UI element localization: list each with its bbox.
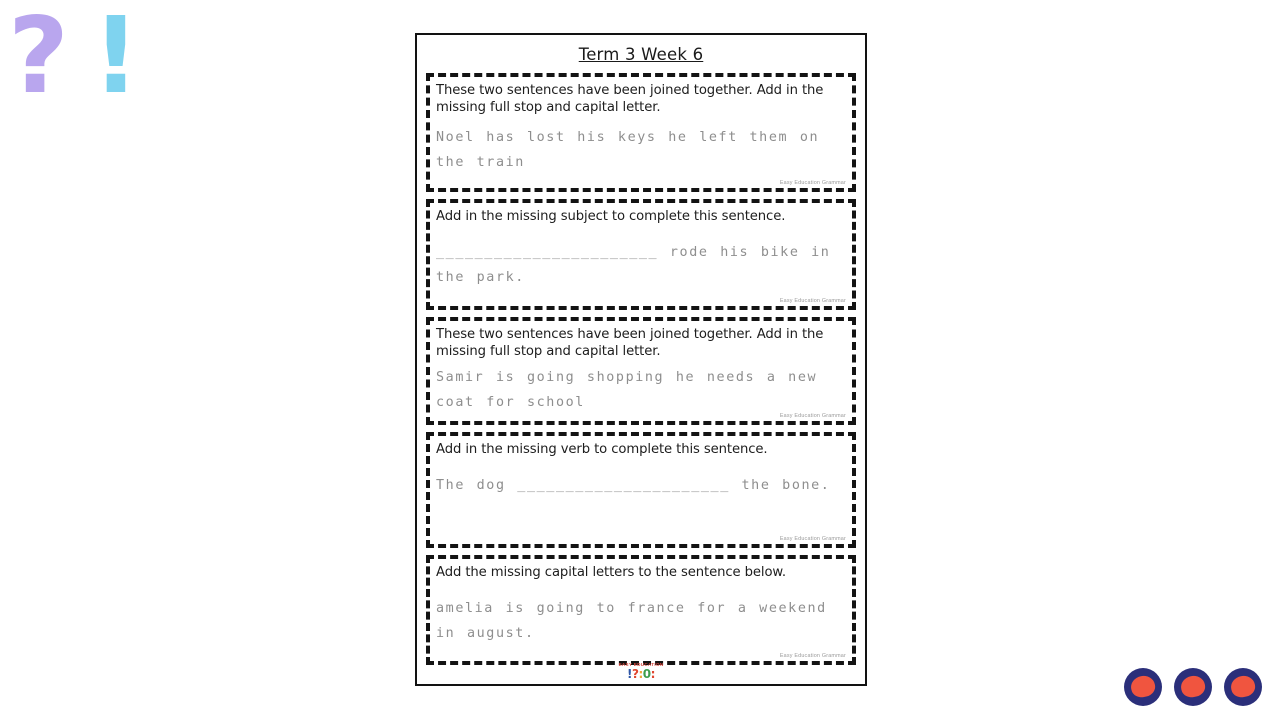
decorative-marks: [8, 0, 140, 117]
watermark-label: Easy Education Grammar: [779, 536, 846, 542]
watermark-label: Easy Education Grammar: [779, 298, 846, 304]
question-prompt: These two sentences have been joined together. Add in the missing full stop and capital letter.: [436, 83, 824, 115]
worksheet-page: [415, 33, 867, 686]
question-prompt: Add in the missing subject to complete this sentence.: [436, 209, 786, 224]
brand-logo-icon: !?:0:: [627, 667, 655, 681]
brand-name-small: EASY EDUCATION: [618, 662, 664, 667]
answer-line[interactable]: _______________________ rode his bike in the park.: [436, 245, 831, 285]
answer-line[interactable]: Samir is going shopping he needs a new coat for school: [436, 370, 818, 410]
exclamation-mark-icon: !: [92, 0, 140, 117]
question-box-3: [426, 317, 856, 425]
question-box-2: [426, 199, 856, 310]
dot-icon-1: [1124, 668, 1162, 706]
footer-logo: [417, 662, 865, 680]
answer-line[interactable]: The dog ______________________ the bone.: [436, 478, 831, 493]
page-title: Term 3 Week 6: [578, 45, 704, 64]
question-prompt: Add the missing capital letters to the sentence below.: [436, 565, 786, 580]
watermark-label: Easy Education Grammar: [779, 413, 846, 419]
question-mark-icon: ?: [8, 0, 69, 117]
question-prompt: These two sentences have been joined together. Add in the missing full stop and capital letter.: [436, 327, 824, 359]
watermark-label: Easy Education Grammar: [779, 180, 846, 186]
question-prompt: Add in the missing verb to complete this sentence.: [436, 442, 768, 457]
dot-icon-3: [1224, 668, 1262, 706]
watermark-label: Easy Education Grammar: [779, 653, 846, 659]
decorative-dot-row: [1124, 668, 1262, 706]
answer-line[interactable]: Noel has lost his keys he left them on the train: [436, 130, 820, 170]
question-box-4: [426, 432, 856, 548]
dot-icon-2: [1174, 668, 1212, 706]
answer-line[interactable]: amelia is going to france for a weekend in august.: [436, 601, 827, 641]
question-box-5: [426, 555, 856, 665]
question-box-1: [426, 73, 856, 192]
